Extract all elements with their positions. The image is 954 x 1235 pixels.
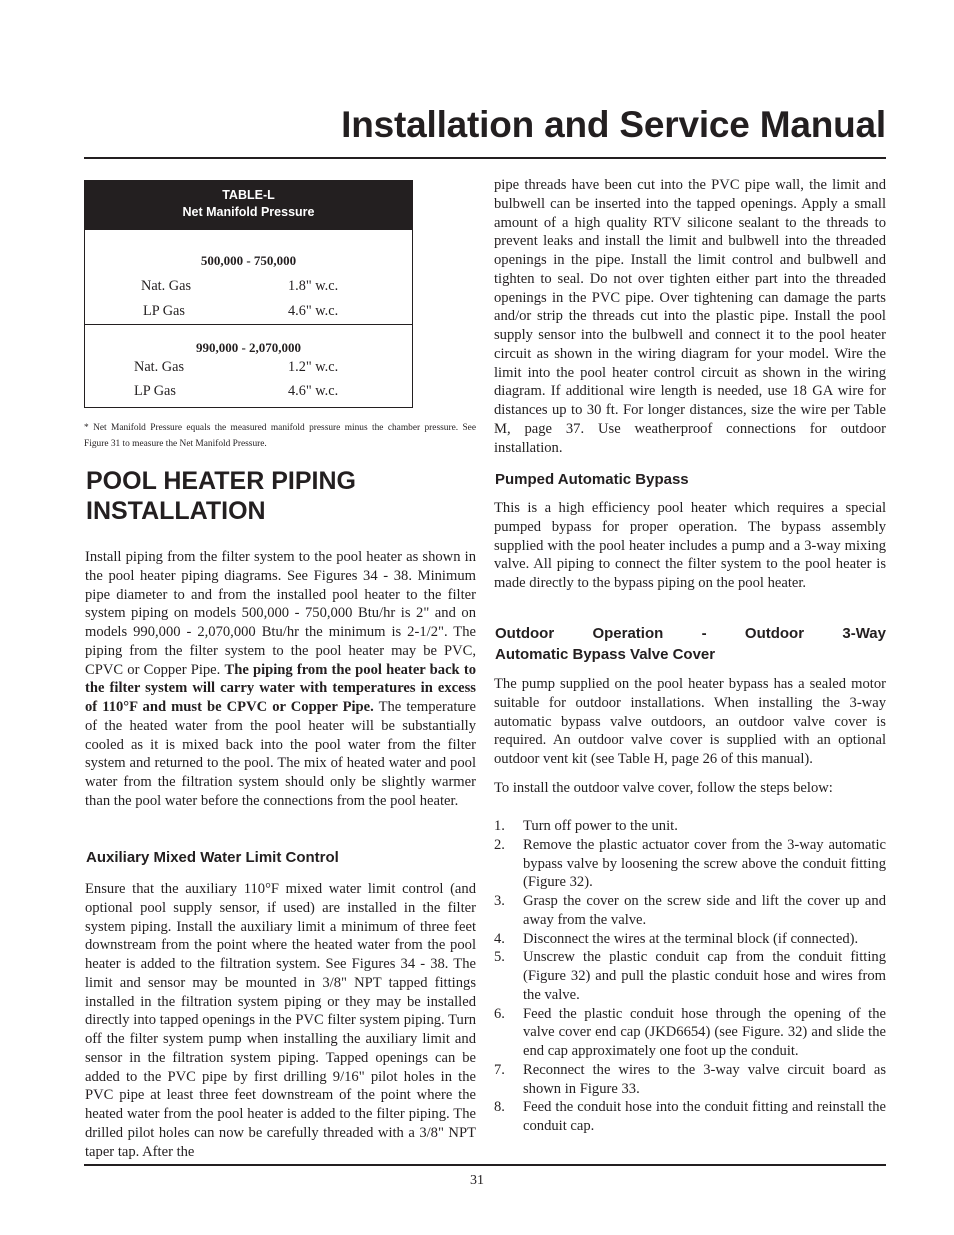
section-heading-pool-heater-piping	[86, 466, 356, 526]
heading-line: POOL HEATER PIPING	[86, 467, 356, 495]
table-gas-label: Nat. Gas	[141, 278, 192, 294]
list-item	[494, 817, 886, 836]
body-text: pipe threads have been cut into the PVC pipe wall, the limit and bulbwell can be inserted into the tapped openings. Apply a small amount of a high quality RTV silicone sealant to the threads to prevent leaks and install the limit and bulbwell into the threaded openings in the pipe. Install the limit control and bulbwell and tighten to seal. Do not over tighten either part into the threaded openings in the PVC pipe. Over tightening can damage the parts and/or strip the threads cut into the plastic pipe. Install the pool supply sensor into the bulbwell and connect it to the pool heater circuit as shown in the wiring diagram for your model. Wire the limit into the pool heater control circuit as shown in the wiring diagram. If additional wire length is needed, use 18 GA wire for distances up to 30 ft. For longer distances, size the wire per Table M, page 37. Use weatherproof connections for outdoor installation.	[494, 177, 886, 456]
list-item	[494, 836, 886, 892]
piping-paragraph	[85, 548, 476, 811]
subheading-aux-limit: Auxiliary Mixed Water Limit Control	[86, 849, 339, 866]
subheading-outdoor-operation	[495, 623, 886, 665]
step-number: 1.	[494, 818, 505, 834]
table-l	[84, 180, 413, 408]
table-group-range: 500,000 - 750,000	[200, 253, 297, 268]
table-header	[85, 181, 412, 230]
body-text: Install piping from the filter system to the pool heater as shown in the pool heater piping diagrams. See Figures 34 - 38. Minimum pipe diameter to and from the installed pool heater to the filter system piping on models 500,000 - 750,000 Btu/hr is 2" and on models 990,000 - 2,070,000 Btu/hr the minimum is 2-1/2". The piping from the filter system to the pool heater may be PVC, CPVC or Copper Pipe.	[85, 549, 476, 678]
step-number: 2.	[494, 836, 505, 853]
table-gas-label: Nat. Gas	[134, 359, 185, 375]
header-rule	[84, 157, 886, 159]
list-item	[494, 1061, 886, 1099]
step-number: 6.	[494, 1005, 505, 1022]
body-text: This is a high efficiency pool heater which requires a special pumped bypass for proper operation. The bypass assembly supplied with the pool heater includes a pump and a 3-way mixing valve. All piping to connect the filter system to the pool heater is made directly to the bypass piping on the pool heater.	[494, 500, 886, 591]
step-text: Turn off power to the unit.	[523, 818, 678, 834]
body-text: The pump supplied on the pool heater bypass has a sealed motor suitable for outdoor installations. When installing the 3-way automatic bypass valve outdoors, an outdoor valve cover is required. An outdoor valve cover is supplied with an optional outdoor vent kit (see Table H, page 26 of this manual).	[494, 676, 886, 767]
table-pressure-value: 4.6" w.c.	[288, 383, 339, 399]
table-gas-label: LP Gas	[134, 383, 176, 399]
table-footnote: * Net Manifold Pressure equals the measured manifold pressure minus the chamber pressure. See Figure 31 to measure the Net Manifold Pressure.	[84, 423, 476, 449]
step-text: Reconnect the wires to the 3-way valve circuit board as shown in Figure 33.	[523, 1061, 886, 1097]
page-number: 31	[470, 1173, 484, 1188]
subheading-pumped-bypass: Pumped Automatic Bypass	[495, 471, 689, 488]
heading-line: INSTALLATION	[86, 497, 266, 525]
table-divider	[85, 324, 412, 325]
step-text: Remove the plastic actuator cover from the 3-way automatic bypass valve by loosening the screw above the conduit fitting (Figure 32).	[523, 836, 886, 891]
list-item	[494, 892, 886, 930]
aux-paragraph	[85, 880, 476, 1161]
page-title: Installation and Service Manual	[341, 104, 886, 145]
table-subtitle: Net Manifold Pressure	[182, 205, 315, 219]
step-text: Unscrew the plastic conduit cap from the conduit fitting (Figure 32) and pull the plastic conduit hose and wires from the valve.	[523, 949, 886, 1003]
list-item	[494, 948, 886, 1004]
step-text: Disconnect the wires at the terminal block (if connected).	[523, 930, 859, 947]
table-pressure-value: 1.2" w.c.	[288, 359, 339, 375]
outdoor-paragraph	[494, 675, 886, 769]
body-text: Ensure that the auxiliary 110°F mixed water limit control (and optional pool supply sensor, if used) are installed in the filter system piping. Install the auxiliary limit a minimum of three feet downstream from the point where the heated water from the pool heater is added to the filtration system. See Figures 34 - 38. The limit and sensor may be mounted in 3/8" NPT tapped fittings installed in the filtration system piping or they may be installed directly into tapped openings in the PVC filter system piping. Turn off the filter system pump when installing the auxiliary limit and sensor in the filtration system piping. Tapped openings can be added to the PVC pipe by first drilling 9/16" pilot holes in the PVC pipe at least three feet downstream of the point where the heated water from the pool heater is added to the filter piping. The drilled pilot holes can now be carefully threaded with a 3/8" NPT taper tap. After the	[85, 881, 476, 1160]
body-text: To install the outdoor valve cover, follow the steps below:	[494, 780, 833, 796]
list-item	[494, 1098, 886, 1136]
heading-line: Outdoor Operation - Outdoor 3-Way	[495, 625, 886, 642]
steps-intro	[494, 779, 886, 798]
bypass-paragraph	[494, 499, 886, 593]
table-pressure-value: 4.6" w.c.	[288, 303, 339, 319]
step-number: 7.	[494, 1061, 505, 1078]
step-number: 3.	[494, 893, 505, 909]
step-number: 4.	[494, 930, 505, 947]
step-text: Feed the conduit hose into the conduit fitting and reinstall the conduit cap.	[523, 1099, 886, 1134]
list-item	[494, 1005, 886, 1061]
heading-line: Automatic Bypass Valve Cover	[495, 646, 716, 663]
step-number: 5.	[494, 949, 505, 966]
continued-paragraph	[494, 176, 886, 457]
body-text: The temperature of the heated water from the pool heater will be substantially cooled as it is mixed back into the pool water from the filter system and returned to the pool. The mix of heated water and pool water from the filtration system should only be slightly warmer than the pool water before the connections from the pool heater.	[85, 699, 477, 809]
step-text: Feed the plastic conduit hose through the opening of the valve cover end cap (JKD6654) (see Figure. 32) and slide the end cap approximately one foot up the conduit.	[523, 1005, 886, 1059]
table-pressure-value: 1.8" w.c.	[288, 278, 339, 294]
step-number: 8.	[494, 1099, 505, 1116]
table-title: TABLE-L	[222, 188, 275, 202]
step-text: Grasp the cover on the screw side and lift the cover up and away from the valve.	[523, 893, 886, 928]
table-group-range: 990,000 - 2,070,000	[195, 340, 302, 355]
bold-warning-text: The piping from the pool heater back to the filter system will carry water with temperatures in excess of 110°F and must be CPVC or Copper Pipe.	[85, 661, 476, 715]
install-steps-list	[494, 817, 886, 1136]
list-item	[494, 930, 886, 949]
footer-rule	[84, 1164, 886, 1166]
table-gas-label: LP Gas	[143, 303, 185, 319]
